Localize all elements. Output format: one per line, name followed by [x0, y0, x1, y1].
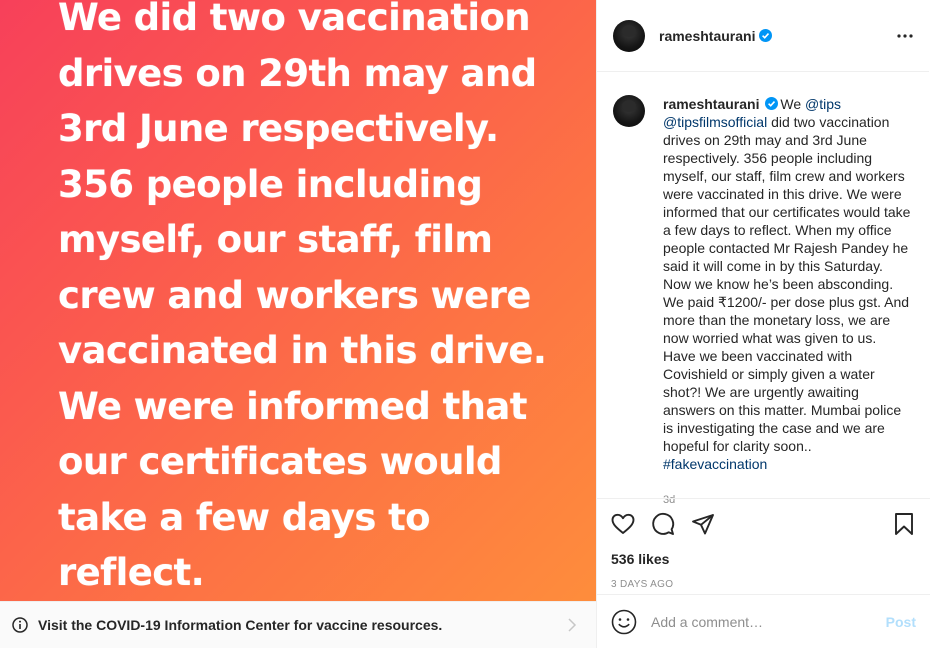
heart-icon[interactable]: [611, 512, 635, 536]
media-text: [58, 0, 578, 601]
media-text-line: vaccinated in this drive.: [58, 329, 547, 372]
media-text-line: We did two vaccination: [58, 0, 531, 39]
chevron-right-icon: [566, 618, 578, 632]
media-text-line: crew and workers were: [58, 273, 531, 317]
header-username[interactable]: rameshtaurani: [659, 27, 756, 44]
media-text-line: reflect.: [58, 551, 205, 594]
verified-badge-icon: [765, 96, 778, 109]
more-options-icon[interactable]: [895, 26, 915, 46]
action-icons: [611, 511, 916, 537]
post-button[interactable]: Post: [885, 613, 916, 630]
comment-input[interactable]: [651, 614, 871, 630]
caption-username[interactable]: rameshtaurani: [663, 96, 760, 112]
comment-icon[interactable]: [651, 512, 675, 536]
media-text-line: drives on 29th may and: [58, 51, 537, 95]
caption-body: [663, 95, 911, 509]
caption-avatar[interactable]: [613, 95, 645, 127]
mention-link[interactable]: @tips: [805, 96, 842, 112]
post-timestamp[interactable]: 3 DAYS AGO: [611, 579, 674, 590]
media-text-line: our certificates would: [58, 440, 502, 483]
emoji-icon[interactable]: [611, 609, 637, 635]
caption: [613, 95, 914, 509]
likes-count[interactable]: 536 likes: [611, 551, 670, 567]
covid-info-banner[interactable]: [0, 601, 596, 648]
post-header: [597, 0, 929, 72]
media-text-line: take a few days to: [58, 495, 430, 539]
info-icon: [12, 617, 28, 633]
caption-text: did two vaccination drives on 29th may and 3rd June respectively. 356 people including myself, our staff, film crew and workers were vaccinated in this drive. We were informed that our certificates would take a few days to reflect. When my office people contacted Mr Rajesh Pandey he said it will come in by this Saturday. Now we know he’s been absconding. We paid ₹1200/- per dose plus gst. And more than the monetary loss, we are now worried what was given to us. Have we been vaccinated with Covishield or simply given a water shot?! We are urgently awaiting answers on this matter. Mumbai police is investigating the case and we are hopeful for clarity soon..: [663, 114, 911, 454]
post-sidebar: [596, 0, 929, 648]
hashtag-link[interactable]: #fakevaccination: [663, 456, 768, 472]
caption-pre: We: [780, 96, 806, 112]
share-icon[interactable]: [691, 512, 715, 536]
bookmark-icon[interactable]: [892, 512, 916, 536]
media-text-line: We were informed that: [58, 384, 527, 428]
media-text-line: 3rd June respectively.: [58, 107, 499, 150]
add-comment-bar: [597, 594, 930, 648]
comments-area[interactable]: [597, 73, 930, 506]
caption-time[interactable]: 3d: [663, 494, 676, 506]
mention-link[interactable]: @tipsfilmsofficial: [663, 114, 768, 130]
verified-badge-icon: [759, 29, 772, 42]
media-text-line: myself, our staff, film: [58, 218, 493, 261]
post-actions: [597, 498, 930, 593]
covid-banner-text: Visit the COVID-19 Information Center for vaccine resources.: [38, 617, 443, 633]
avatar[interactable]: [613, 20, 645, 52]
media-text-line: 356 people including: [58, 162, 483, 206]
